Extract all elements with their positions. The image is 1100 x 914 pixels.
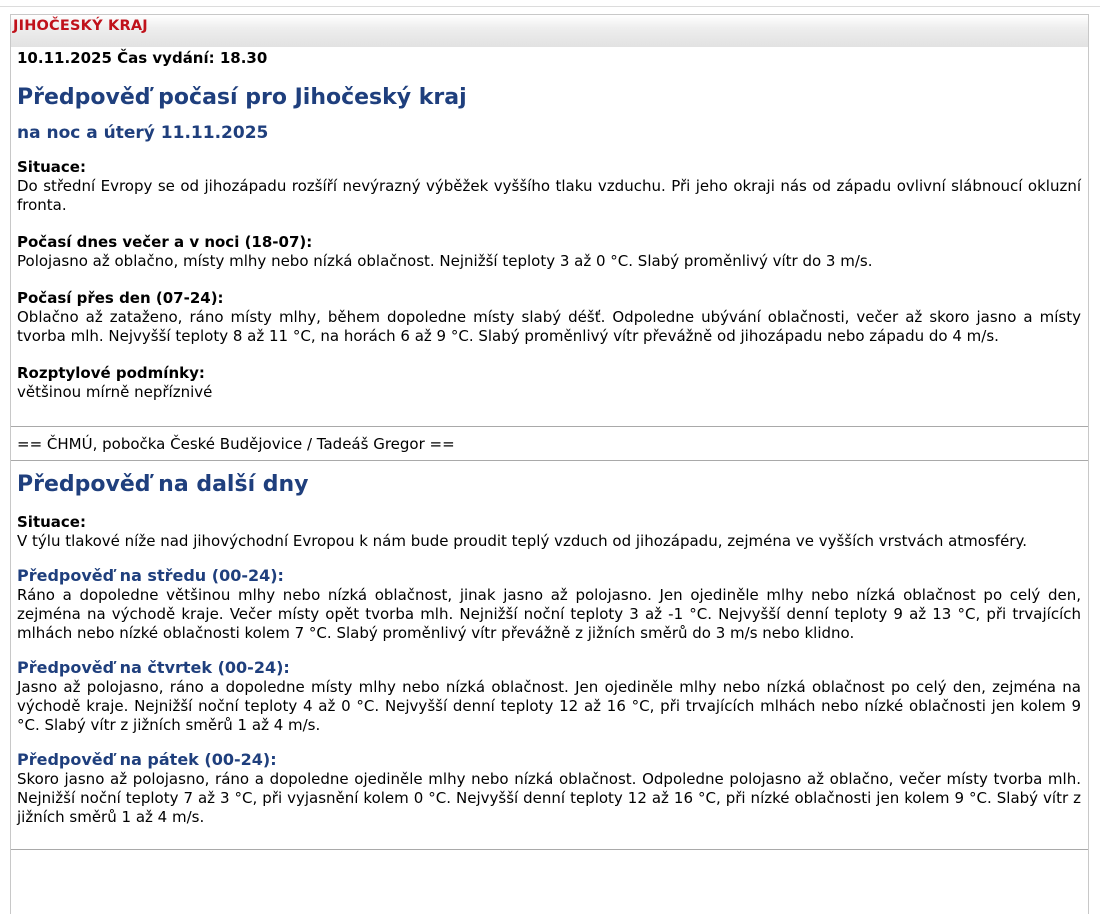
forecast-content	[11, 48, 1088, 850]
page-title: Předpověď počasí pro Jihočeský kraj	[17, 85, 467, 110]
bottom-rule	[11, 849, 1088, 850]
thursday-heading: Předpověď na čtvrtek (00-24):	[17, 658, 290, 677]
thursday-forecast	[17, 658, 1081, 735]
wednesday-heading: Předpověď na středu (00-24):	[17, 566, 284, 585]
wednesday-forecast	[17, 566, 1081, 643]
forecast-panel	[10, 14, 1089, 914]
evening-text: Polojasno až oblačno, místy mlhy nebo nízká oblačnost. Nejnižší teploty 3 až 0 °C. Slabý proměnlivý vítr do 3 m/s.	[17, 252, 873, 270]
friday-text: Skoro jasno až polojasno, ráno a dopoledne ojediněle mlhy nebo nízká oblačnost. Odpoledne polojasno až oblačno, večer místy tvorba mlh. Nejnižší noční teploty 7 až 3 °C, při vyjasnění kolem 0 °C. Nejvyšší denní teploty 12 až 16 °C, při nízké oblačnosti jen kolem 9 °C. Slabý vítr z jižních směrů 1 až 4 m/s.	[17, 770, 1081, 826]
day-section	[17, 289, 1081, 346]
dispersion-heading: Rozptylové podmínky:	[17, 364, 205, 382]
next-situation-section	[17, 513, 1081, 551]
region-title: JIHOČESKÝ KRAJ	[13, 18, 148, 34]
evening-heading: Počasí dnes večer a v noci (18-07):	[17, 233, 313, 251]
wednesday-text: Ráno a dopoledne většinou mlhy nebo nízká oblačnost, jinak jasno až polojasno. Jen ojediněle mlhy nebo nízká oblačnost po celý den, zejména na východě kraje. Večer místy opět tvorba mlh. Nejnižší noční teploty 3 až -1 °C. Nejvyšší denní teploty 9 až 13 °C, při trvajících mlhách nebo nízké oblačnosti kolem 7 °C. Slabý proměnlivý vítr převážně z jižních směrů do 3 m/s nebo klidno.	[17, 586, 1081, 642]
friday-forecast	[17, 750, 1081, 827]
situation-text: Do střední Evropy se od jihozápadu rozšíří nevýrazný výběžek vyššího tlaku vzduchu. Při jeho okraji nás od západu ovlivní slábnoucí okluzní fronta.	[17, 177, 1081, 214]
issue-date: 10.11.2025 Čas vydání: 18.30	[17, 49, 268, 67]
situation-section	[17, 158, 1081, 215]
friday-heading: Předpověď na pátek (00-24):	[17, 750, 277, 769]
region-header	[11, 15, 1088, 47]
author-signature: == ČHMÚ, pobočka České Budějovice / Tadeáš Gregor ==	[17, 435, 455, 453]
dispersion-section	[17, 364, 1081, 426]
page-subtitle: na noc a úterý 11.11.2025	[17, 123, 269, 143]
situation-heading: Situace:	[17, 158, 86, 176]
next-situation-text: V týlu tlakové níže nad jihovýchodní Evropou k nám bude proudit teplý vzduch od jihozápadu, zejména ve vyšších vrstvách atmosféry.	[17, 532, 1027, 550]
next-days-title: Předpověď na další dny	[17, 472, 309, 497]
next-situation-heading: Situace:	[17, 513, 86, 531]
evening-section	[17, 233, 1081, 271]
thursday-text: Jasno až polojasno, ráno a dopoledne místy mlhy nebo nízká oblačnost. Jen ojediněle mlhy nebo nízká oblačnost po celý den, zejména na východě kraje. Nejnižší noční teploty 4 až 0 °C. Nejvyšší denní teploty 12 až 16 °C, při trvajících mlhách nebo nízké oblačnosti jen kolem 9 °C. Slabý vítr z jižních směrů 1 až 4 m/s.	[17, 678, 1081, 734]
dispersion-text: většinou mírně nepříznivé	[17, 383, 213, 401]
top-rule	[0, 6, 1100, 7]
divider	[11, 460, 1088, 461]
day-text: Oblačno až zataženo, ráno místy mlhy, během dopoledne místy slabý déšť. Odpoledne ubývání oblačnosti, večer až skoro jasno a místy tvorba mlh. Nejvyšší teploty 8 až 11 °C, na horách 6 až 9 °C. Slabý proměnlivý vítr převážně od jihozápadu nebo západu do 4 m/s.	[17, 308, 1081, 345]
day-heading: Počasí přes den (07-24):	[17, 289, 224, 307]
